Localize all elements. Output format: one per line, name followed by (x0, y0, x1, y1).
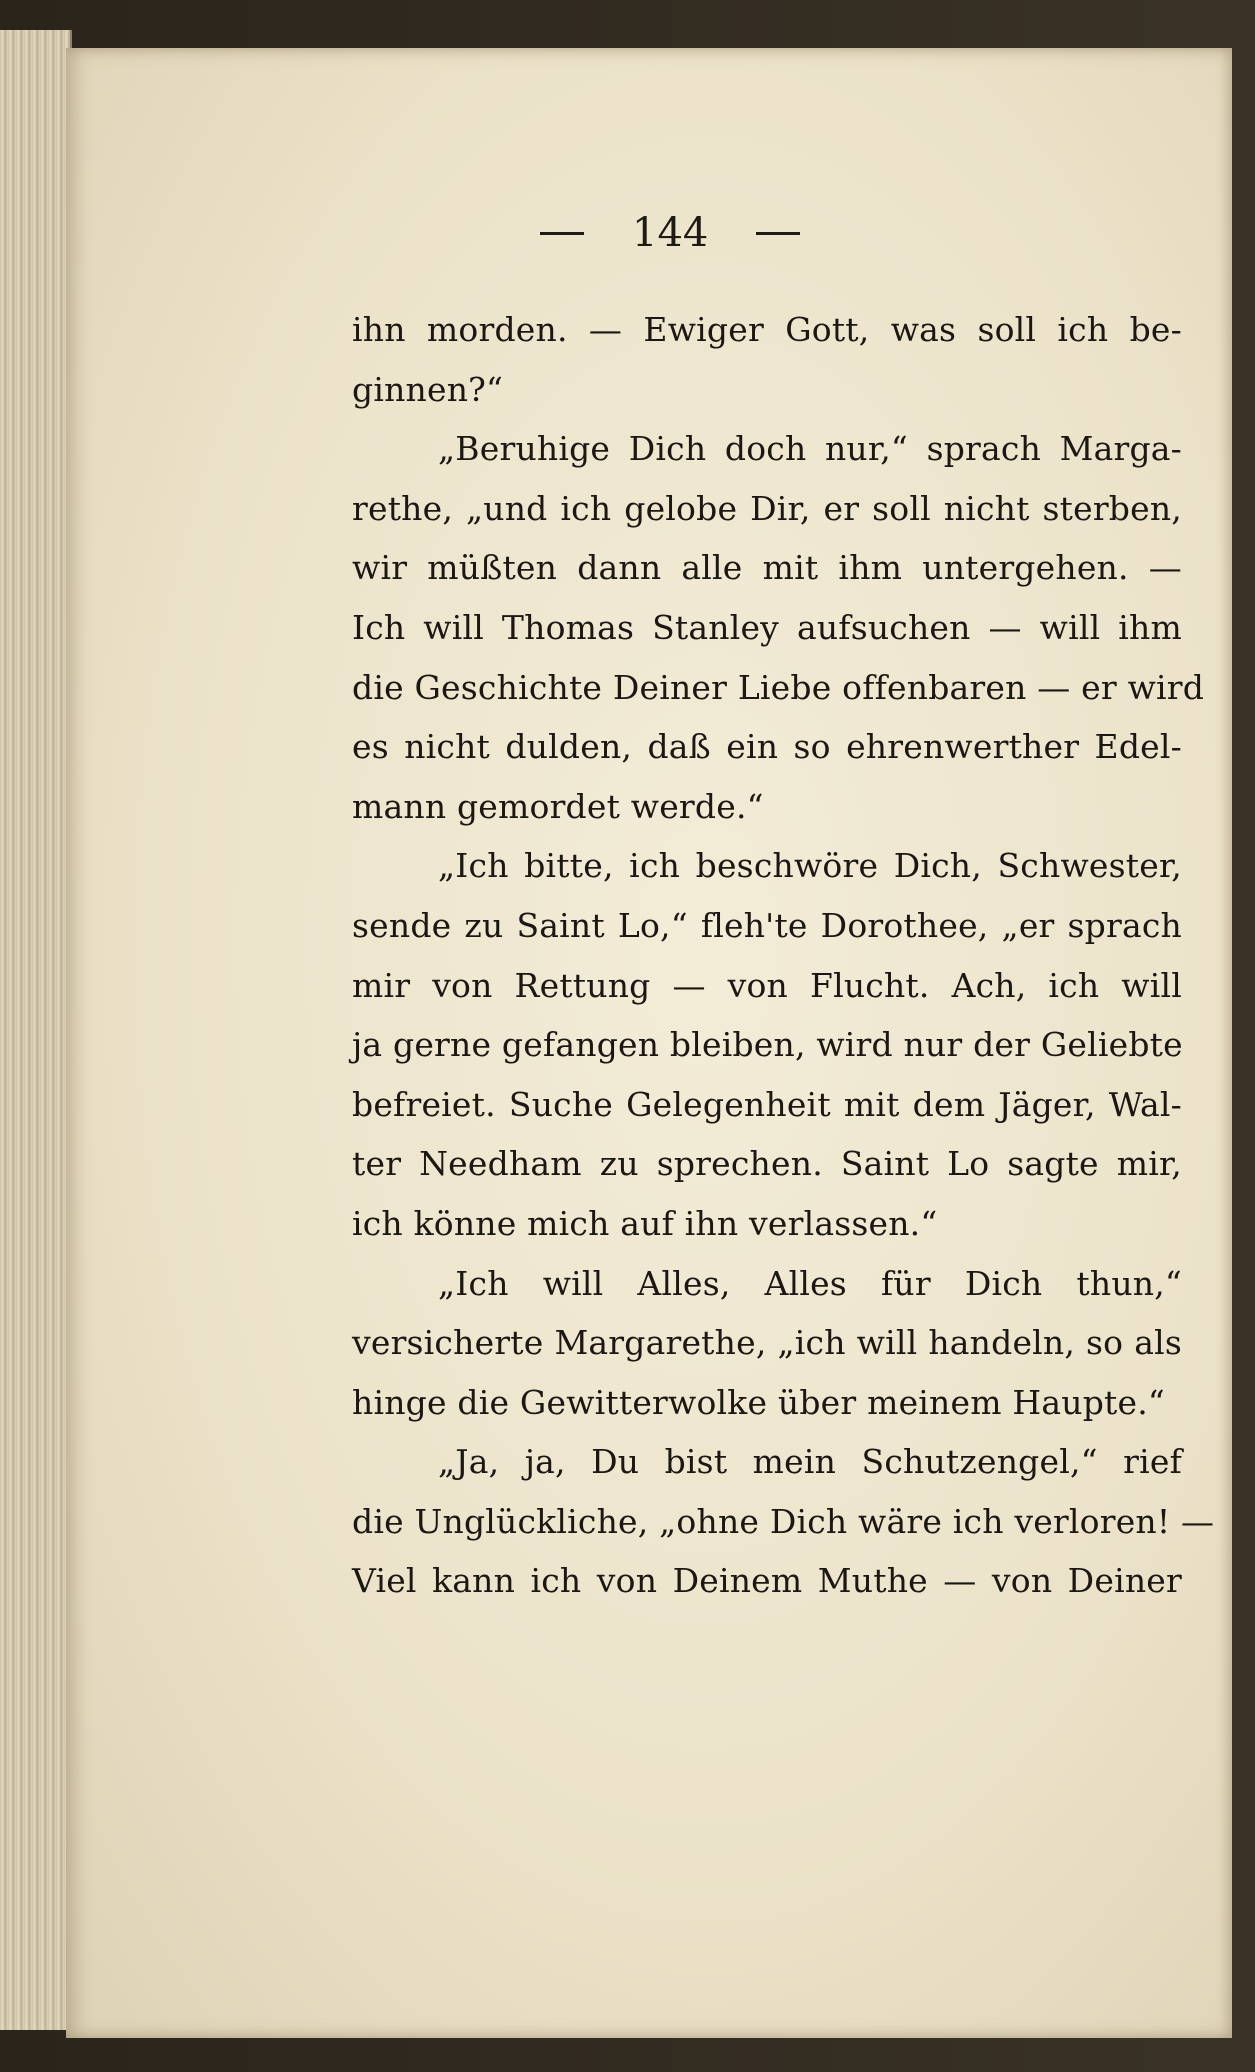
text-line: sende zu Saint Lo,“ fleh'te Dorothee, „er sprach (352, 905, 1182, 945)
text-line: mann gemordet werde.“ (352, 786, 764, 826)
text-line: hinge die Gewitterwolke über meinem Haupte.“ (352, 1382, 1165, 1422)
text-line: „Ich bitte, ich beschwöre Dich, Schwester, (438, 846, 1182, 886)
text-line: befreiet. Suche Gelegenheit mit dem Jäger, Wal- (352, 1084, 1182, 1124)
running-head (540, 210, 940, 256)
text-line: die Unglückliche, „ohne Dich wäre ich verloren! — (352, 1501, 1215, 1541)
text-line: ja gerne gefangen bleiben, wird nur der Geliebte (352, 1025, 1183, 1065)
text-line: wir müßten dann alle mit ihm untergehen. — (352, 548, 1182, 588)
text-line: Viel kann ich von Deinem Muthe — von Deiner (352, 1561, 1182, 1601)
text-line: ihn morden. — Ewiger Gott, was soll ich be- (352, 310, 1182, 349)
text-line: versicherte Margarethe, „ich will handeln, so als (352, 1323, 1182, 1363)
text-line: die Geschichte Deiner Liebe offenbaren — er wird (352, 667, 1205, 707)
text-line: ginnen?“ (352, 369, 504, 409)
body-text (352, 300, 1215, 1611)
text-line: „Beruhige Dich doch nur,“ sprach Marga- (438, 429, 1182, 469)
head-dash-right (756, 232, 800, 235)
text-line: rethe, „und ich gelobe Dir, er soll nicht sterben, (352, 488, 1182, 528)
text-line: ich könne mich auf ihn verlassen.“ (352, 1203, 938, 1243)
text-line: Ich will Thomas Stanley aufsuchen — will ihm (352, 607, 1182, 647)
text-line: mir von Rettung — von Flucht. Ach, ich will (352, 965, 1182, 1005)
head-dash-left (540, 232, 584, 235)
page-stack-edge (0, 30, 72, 2030)
page-number: 144 (632, 210, 709, 256)
text-line: „Ja, ja, Du bist mein Schutzengel,“ rief (438, 1442, 1182, 1482)
text-line: ter Needham zu sprechen. Saint Lo sagte mir, (352, 1144, 1182, 1184)
text-line: „Ich will Alles, Alles für Dich thun,“ (438, 1263, 1182, 1303)
text-line: es nicht dulden, daß ein so ehrenwerther Edel- (352, 727, 1182, 767)
